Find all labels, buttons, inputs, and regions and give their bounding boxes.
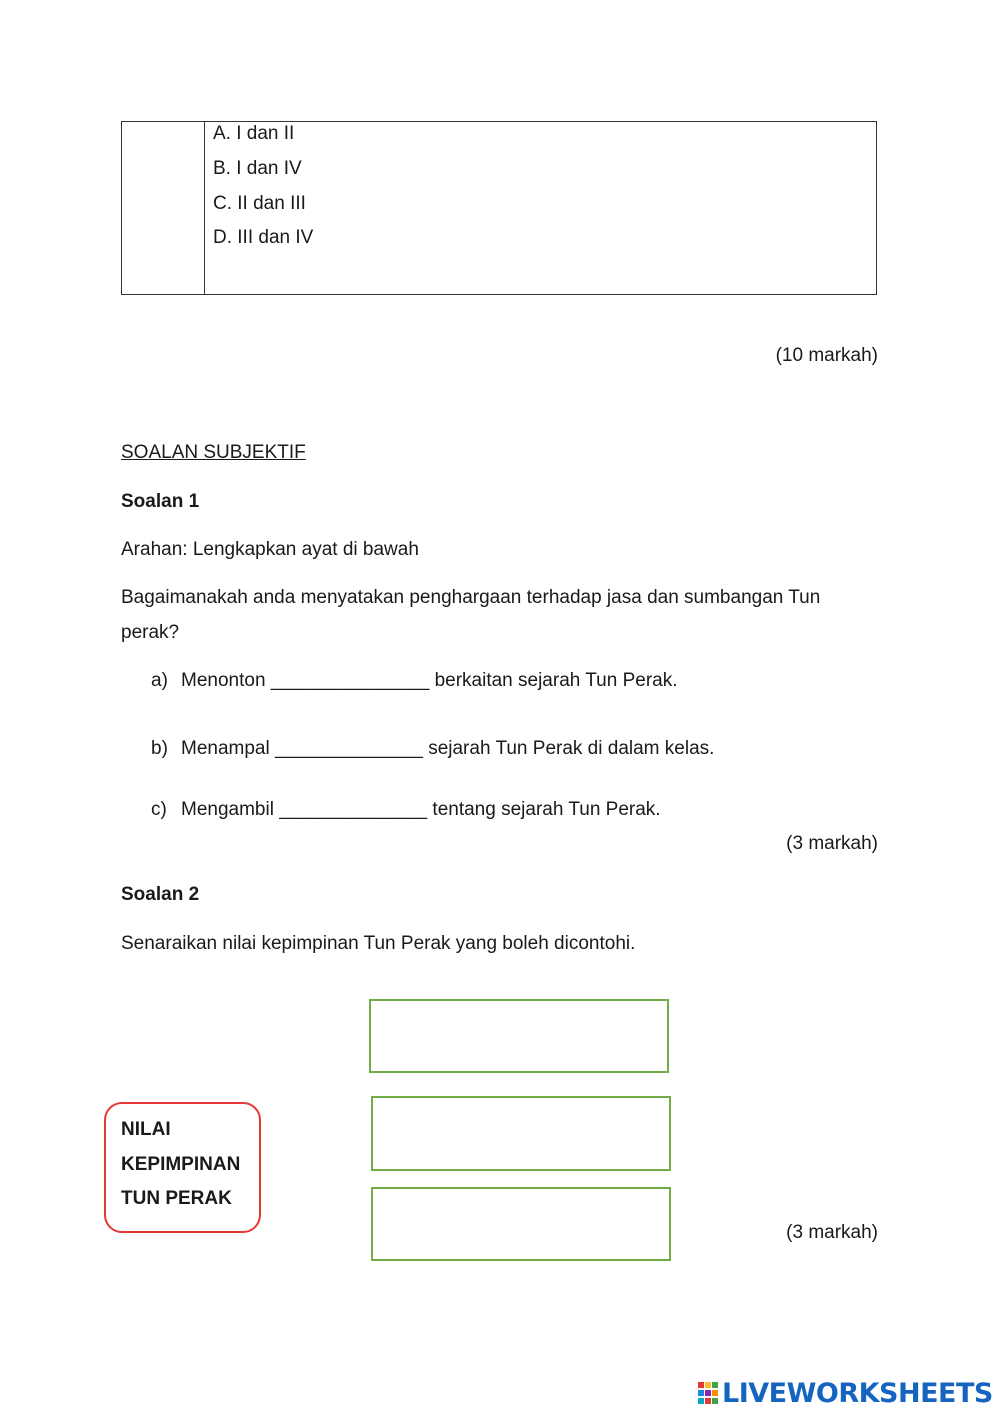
- q1-question-line1: Bagaimanakah anda menyatakan penghargaan terhadap jasa dan sumbangan Tun: [121, 587, 821, 608]
- objective-options-table: [121, 121, 877, 295]
- q1-instruction: Arahan: Lengkapkan ayat di bawah: [121, 539, 419, 560]
- q1-item-a-label: a): [151, 670, 168, 691]
- center-line-3: TUN PERAK: [121, 1188, 232, 1209]
- q2-title: Soalan 2: [121, 884, 200, 905]
- answer-box-3[interactable]: [371, 1187, 671, 1261]
- center-line-1: NILAI: [121, 1119, 171, 1140]
- option-d[interactable]: D. III dan IV: [213, 227, 314, 248]
- liveworksheets-logo-icon: [698, 1380, 720, 1406]
- q2-question: Senaraikan nilai kepimpinan Tun Perak yang boleh dicontohi.: [121, 933, 636, 954]
- q2-marks: (3 markah): [786, 1222, 878, 1243]
- q1-title: Soalan 1: [121, 491, 200, 512]
- option-a[interactable]: A. I dan II: [213, 123, 295, 144]
- q1-marks: (3 markah): [786, 833, 878, 854]
- q1-item-b-label: b): [151, 738, 168, 759]
- option-c[interactable]: C. II dan III: [213, 193, 306, 214]
- center-line-2: KEPIMPINAN: [121, 1154, 241, 1175]
- q1-item-c-label: c): [151, 799, 167, 820]
- answer-box-1[interactable]: [369, 999, 669, 1073]
- q1-item-b-text[interactable]: Menampal ______________ sejarah Tun Perak di dalam kelas.: [181, 738, 715, 759]
- brand-name: LIVEWORKSHEETS: [722, 1377, 993, 1409]
- table-column-divider: [204, 122, 205, 294]
- q1-item-c-text[interactable]: Mengambil ______________ tentang sejarah Tun Perak.: [181, 799, 661, 820]
- option-b[interactable]: B. I dan IV: [213, 158, 302, 179]
- answer-box-2[interactable]: [371, 1096, 671, 1171]
- q1-item-a-text[interactable]: Menonton _______________ berkaitan sejarah Tun Perak.: [181, 670, 678, 691]
- marks-objective: (10 markah): [775, 345, 878, 366]
- leadership-values-box: [104, 1102, 261, 1233]
- liveworksheets-logo: [698, 1378, 993, 1408]
- q1-question-line2: perak?: [121, 622, 180, 643]
- section-title: SOALAN SUBJEKTIF: [121, 442, 306, 463]
